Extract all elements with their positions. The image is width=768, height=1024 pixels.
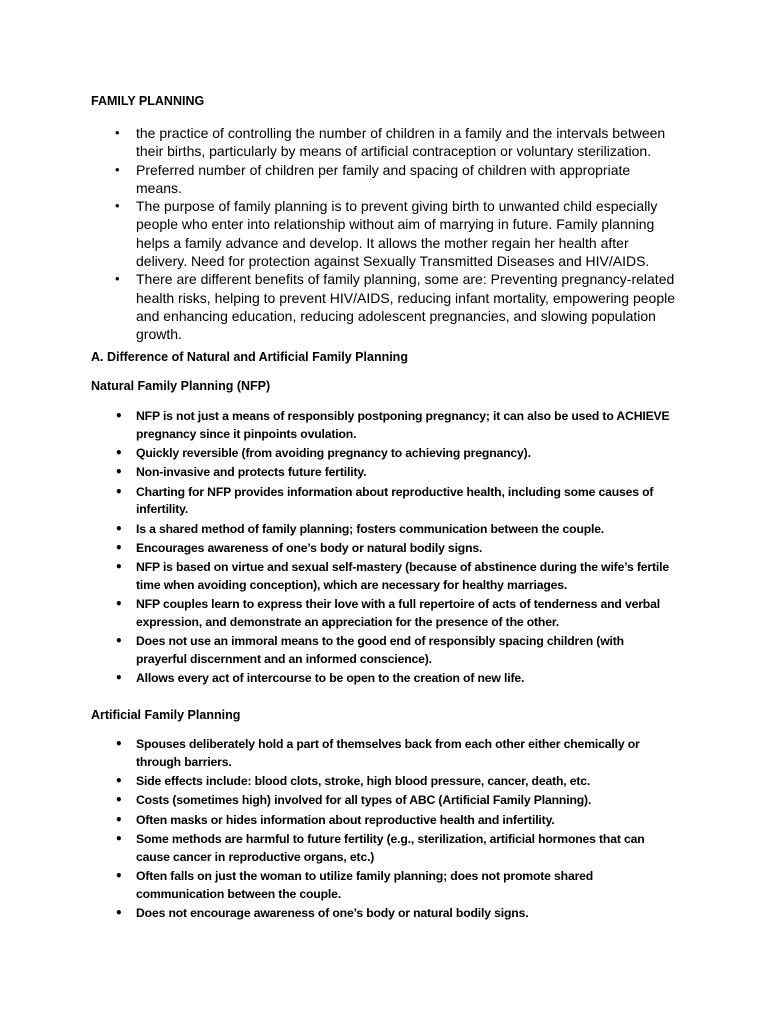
bullet-icon: • — [115, 774, 123, 788]
list-item — [0, 773, 768, 791]
list-item — [0, 540, 768, 558]
afp-section-title: Artificial Family Planning — [91, 708, 241, 722]
list-item-text: Non-invasive and protects future fertility. — [136, 465, 367, 480]
list-item-text: Charting for NFP provides information about reproductive health, including some causes of infertility. — [136, 484, 654, 517]
list-item — [0, 812, 768, 830]
list-item — [0, 596, 768, 631]
list-item — [0, 831, 768, 866]
bullet-icon: • — [115, 812, 123, 827]
list-item-text: The purpose of family planning is to prevent giving birth to unwanted child especially people who enter into relationship without aim of marrying in future. Family planning helps a family advance and develop. It allows the mother regain her health after delivery. Need for protection against Sexually Transmitted Diseases and HIV/AIDS. — [136, 198, 658, 270]
page-title: FAMILY PLANNING — [91, 94, 205, 108]
bullet-icon: • — [115, 905, 123, 920]
list-item — [0, 197, 768, 270]
list-item — [0, 445, 768, 463]
list-item-text: Some methods are harmful to future fertility (e.g., sterilization, artificial hormones that can cause cancer in reproductive organs, etc.) — [136, 831, 645, 864]
list-item — [0, 161, 768, 198]
list-item-text: Does not encourage awareness of one’s body or natural bodily signs. — [136, 905, 529, 920]
list-item — [0, 868, 768, 903]
bullet-icon: • — [115, 271, 120, 287]
bullet-icon: • — [115, 409, 123, 423]
list-item — [0, 408, 768, 443]
bullet-icon: • — [115, 737, 123, 751]
bullet-icon: • — [115, 446, 123, 460]
nfp-section-title: Natural Family Planning (NFP) — [91, 379, 271, 393]
intro-bullet-list — [0, 124, 768, 344]
list-item — [0, 521, 768, 539]
bullet-icon: • — [115, 484, 123, 499]
nfp-bullet-list — [0, 408, 768, 689]
bullet-icon: • — [115, 540, 123, 555]
bullet-icon: • — [115, 198, 120, 214]
bullet-icon: • — [115, 125, 120, 140]
bullet-icon: • — [115, 521, 123, 536]
list-item-text: NFP is based on virtue and sexual self-mastery (because of abstinence during the wife’s fertile time when avoiding conception), which are necessary for healthy marriages. — [136, 560, 669, 592]
list-item-text: the practice of controlling the number of children in a family and the intervals between their births, particularly by means of artificial contraception or voluntary sterilization. — [136, 125, 666, 160]
afp-bullet-list — [0, 736, 768, 924]
list-item-text: Is a shared method of family planning; fosters communication between the couple. — [136, 521, 605, 536]
list-item — [0, 270, 768, 343]
list-item — [0, 905, 768, 923]
list-item-text: Quickly reversible (from avoiding pregnancy to achieving pregnancy). — [136, 446, 531, 460]
list-item-text: Allows every act of intercourse to be open to the creation of new life. — [136, 671, 525, 686]
list-item — [0, 792, 768, 810]
list-item-text: Spouses deliberately hold a part of themselves back from each other either chemically or through barriers. — [136, 737, 640, 769]
list-item — [0, 484, 768, 519]
list-item — [0, 124, 768, 161]
list-item — [0, 464, 768, 482]
list-item-text: There are different benefits of family planning, some are: Preventing pregnancy-related health risks, helping to prevent HIV/AIDS, reducing infant mortality, empowering people and enhancing education, reducing adolescent pregnancies, and slowing population growth. — [136, 271, 676, 343]
bullet-icon: • — [115, 793, 123, 808]
bullet-icon: • — [115, 465, 123, 480]
list-item-text: Encourages awareness of one’s body or natural bodily signs. — [136, 540, 483, 555]
bullet-icon: • — [115, 868, 123, 883]
list-item — [0, 633, 768, 668]
list-item-text: Often masks or hides information about reproductive health and infertility. — [136, 812, 555, 827]
bullet-icon: • — [115, 634, 123, 649]
bullet-icon: • — [115, 831, 123, 846]
list-item-text: Preferred number of children per family and spacing of children with appropriate means. — [136, 161, 631, 196]
list-item-text: Side effects include: blood clots, stroke, high blood pressure, cancer, death, etc. — [136, 774, 591, 788]
list-item — [0, 559, 768, 594]
list-item-text: NFP is not just a means of responsibly postponing pregnancy; it can also be used to ACHIEVE pregnancy since it pinpoints ovulation. — [136, 409, 670, 441]
bullet-icon: • — [115, 597, 123, 612]
list-item-text: Does not use an immoral means to the good end of responsibly spacing children (with prayerful discernment and an informed conscience). — [136, 634, 624, 666]
bullet-icon: • — [115, 671, 123, 686]
list-item-text: NFP couples learn to express their love with a full repertoire of acts of tenderness and verbal expression, and demonstrate an appreciation for the presence of the other. — [136, 597, 660, 629]
list-item-text: Costs (sometimes high) involved for all types of ABC (Artificial Family Planning). — [136, 793, 592, 808]
list-item — [0, 736, 768, 771]
bullet-icon: • — [115, 560, 123, 575]
list-item-text: Often falls on just the woman to utilize family planning; does not promote shared communication between the couple. — [136, 868, 594, 901]
section-a-title: A. Difference of Natural and Artificial Family Planning — [91, 350, 408, 364]
list-item — [0, 670, 768, 688]
bullet-icon: • — [115, 161, 120, 177]
